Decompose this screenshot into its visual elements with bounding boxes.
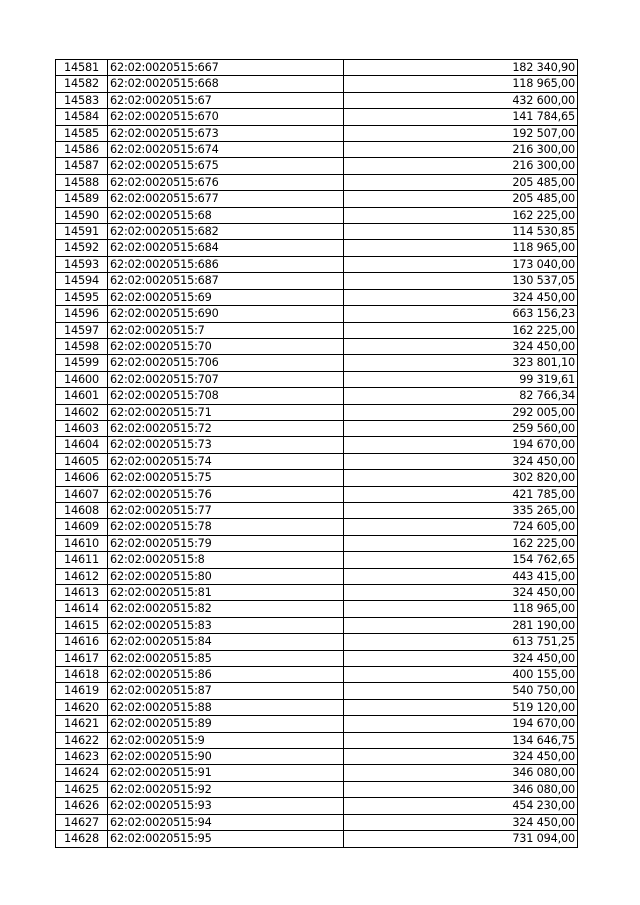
table-row xyxy=(56,699,578,715)
cadastral-number-cell: 62:02:0020515:67 xyxy=(108,92,344,108)
cadastral-number-cell: 62:02:0020515:92 xyxy=(108,781,344,797)
row-number-cell: 14590 xyxy=(56,207,108,223)
amount-cell: 162 225,00 xyxy=(344,535,578,551)
amount-cell: 182 340,90 xyxy=(344,60,578,76)
amount-cell: 192 507,00 xyxy=(344,125,578,141)
row-number-cell: 14616 xyxy=(56,634,108,650)
table-row xyxy=(56,486,578,502)
table-row xyxy=(56,240,578,256)
amount-cell: 519 120,00 xyxy=(344,699,578,715)
cadastral-number-cell: 62:02:0020515:68 xyxy=(108,207,344,223)
amount-cell: 205 485,00 xyxy=(344,174,578,190)
amount-cell: 130 537,05 xyxy=(344,273,578,289)
cadastral-number-cell: 62:02:0020515:675 xyxy=(108,158,344,174)
cadastral-number-cell: 62:02:0020515:74 xyxy=(108,453,344,469)
cadastral-number-cell: 62:02:0020515:676 xyxy=(108,174,344,190)
cadastral-number-cell: 62:02:0020515:94 xyxy=(108,814,344,830)
amount-cell: 216 300,00 xyxy=(344,142,578,158)
cadastral-number-cell: 62:02:0020515:86 xyxy=(108,667,344,683)
amount-cell: 194 670,00 xyxy=(344,716,578,732)
cadastral-number-cell: 62:02:0020515:684 xyxy=(108,240,344,256)
table-row xyxy=(56,306,578,322)
table-row xyxy=(56,667,578,683)
table-row xyxy=(56,355,578,371)
row-number-cell: 14628 xyxy=(56,831,108,847)
table-row xyxy=(56,76,578,92)
cadastral-number-cell: 62:02:0020515:81 xyxy=(108,585,344,601)
amount-cell: 613 751,25 xyxy=(344,634,578,650)
row-number-cell: 14607 xyxy=(56,486,108,502)
row-number-cell: 14617 xyxy=(56,650,108,666)
amount-cell: 281 190,00 xyxy=(344,617,578,633)
cadastral-number-cell: 62:02:0020515:706 xyxy=(108,355,344,371)
table-row xyxy=(56,634,578,650)
table-row xyxy=(56,535,578,551)
amount-cell: 162 225,00 xyxy=(344,322,578,338)
table-row xyxy=(56,207,578,223)
table-row xyxy=(56,388,578,404)
cadastral-number-cell: 62:02:0020515:670 xyxy=(108,109,344,125)
row-number-cell: 14582 xyxy=(56,76,108,92)
table-row xyxy=(56,585,578,601)
row-number-cell: 14594 xyxy=(56,273,108,289)
amount-cell: 731 094,00 xyxy=(344,831,578,847)
cadastral-number-cell: 62:02:0020515:72 xyxy=(108,420,344,436)
table-row xyxy=(56,289,578,305)
row-number-cell: 14601 xyxy=(56,388,108,404)
data-table xyxy=(55,59,578,848)
amount-cell: 154 762,65 xyxy=(344,552,578,568)
amount-cell: 292 005,00 xyxy=(344,404,578,420)
table-row xyxy=(56,256,578,272)
cadastral-number-cell: 62:02:0020515:70 xyxy=(108,338,344,354)
cadastral-number-cell: 62:02:0020515:90 xyxy=(108,749,344,765)
row-number-cell: 14581 xyxy=(56,60,108,76)
row-number-cell: 14608 xyxy=(56,502,108,518)
cadastral-number-cell: 62:02:0020515:707 xyxy=(108,371,344,387)
cadastral-number-cell: 62:02:0020515:77 xyxy=(108,502,344,518)
row-number-cell: 14591 xyxy=(56,224,108,240)
row-number-cell: 14586 xyxy=(56,142,108,158)
cadastral-number-cell: 62:02:0020515:673 xyxy=(108,125,344,141)
amount-cell: 173 040,00 xyxy=(344,256,578,272)
amount-cell: 324 450,00 xyxy=(344,650,578,666)
row-number-cell: 14610 xyxy=(56,535,108,551)
cadastral-number-cell: 62:02:0020515:82 xyxy=(108,601,344,617)
row-number-cell: 14597 xyxy=(56,322,108,338)
amount-cell: 323 801,10 xyxy=(344,355,578,371)
cadastral-number-cell: 62:02:0020515:8 xyxy=(108,552,344,568)
row-number-cell: 14623 xyxy=(56,749,108,765)
table-row xyxy=(56,437,578,453)
cadastral-number-cell: 62:02:0020515:88 xyxy=(108,699,344,715)
row-number-cell: 14620 xyxy=(56,699,108,715)
table-row xyxy=(56,322,578,338)
cadastral-number-cell: 62:02:0020515:674 xyxy=(108,142,344,158)
table-row xyxy=(56,617,578,633)
amount-cell: 118 965,00 xyxy=(344,76,578,92)
row-number-cell: 14613 xyxy=(56,585,108,601)
cadastral-number-cell: 62:02:0020515:708 xyxy=(108,388,344,404)
table-row xyxy=(56,109,578,125)
table-row xyxy=(56,568,578,584)
cadastral-number-cell: 62:02:0020515:682 xyxy=(108,224,344,240)
row-number-cell: 14596 xyxy=(56,306,108,322)
cadastral-number-cell: 62:02:0020515:667 xyxy=(108,60,344,76)
cadastral-number-cell: 62:02:0020515:89 xyxy=(108,716,344,732)
row-number-cell: 14626 xyxy=(56,798,108,814)
table-row xyxy=(56,453,578,469)
cadastral-number-cell: 62:02:0020515:686 xyxy=(108,256,344,272)
table-row xyxy=(56,814,578,830)
amount-cell: 346 080,00 xyxy=(344,765,578,781)
cadastral-number-cell: 62:02:0020515:690 xyxy=(108,306,344,322)
amount-cell: 118 965,00 xyxy=(344,601,578,617)
row-number-cell: 14603 xyxy=(56,420,108,436)
row-number-cell: 14593 xyxy=(56,256,108,272)
row-number-cell: 14606 xyxy=(56,470,108,486)
amount-cell: 663 156,23 xyxy=(344,306,578,322)
row-number-cell: 14592 xyxy=(56,240,108,256)
amount-cell: 400 155,00 xyxy=(344,667,578,683)
cadastral-number-cell: 62:02:0020515:7 xyxy=(108,322,344,338)
cadastral-number-cell: 62:02:0020515:78 xyxy=(108,519,344,535)
cadastral-number-cell: 62:02:0020515:85 xyxy=(108,650,344,666)
table-row xyxy=(56,732,578,748)
amount-cell: 540 750,00 xyxy=(344,683,578,699)
table-row xyxy=(56,174,578,190)
cadastral-number-cell: 62:02:0020515:79 xyxy=(108,535,344,551)
table-row xyxy=(56,92,578,108)
amount-cell: 454 230,00 xyxy=(344,798,578,814)
table-row xyxy=(56,125,578,141)
amount-cell: 82 766,34 xyxy=(344,388,578,404)
row-number-cell: 14598 xyxy=(56,338,108,354)
row-number-cell: 14619 xyxy=(56,683,108,699)
amount-cell: 141 784,65 xyxy=(344,109,578,125)
amount-cell: 162 225,00 xyxy=(344,207,578,223)
amount-cell: 346 080,00 xyxy=(344,781,578,797)
amount-cell: 205 485,00 xyxy=(344,191,578,207)
amount-cell: 134 646,75 xyxy=(344,732,578,748)
table-row xyxy=(56,371,578,387)
table-row xyxy=(56,552,578,568)
amount-cell: 724 605,00 xyxy=(344,519,578,535)
table-row xyxy=(56,404,578,420)
table-row xyxy=(56,224,578,240)
table-row xyxy=(56,273,578,289)
row-number-cell: 14622 xyxy=(56,732,108,748)
cadastral-number-cell: 62:02:0020515:80 xyxy=(108,568,344,584)
table-row xyxy=(56,420,578,436)
row-number-cell: 14624 xyxy=(56,765,108,781)
cadastral-number-cell: 62:02:0020515:668 xyxy=(108,76,344,92)
cadastral-number-cell: 62:02:0020515:91 xyxy=(108,765,344,781)
amount-cell: 324 450,00 xyxy=(344,585,578,601)
amount-cell: 194 670,00 xyxy=(344,437,578,453)
table-row xyxy=(56,716,578,732)
amount-cell: 335 265,00 xyxy=(344,502,578,518)
table-row xyxy=(56,60,578,76)
amount-cell: 324 450,00 xyxy=(344,289,578,305)
cadastral-number-cell: 62:02:0020515:9 xyxy=(108,732,344,748)
row-number-cell: 14589 xyxy=(56,191,108,207)
amount-cell: 324 450,00 xyxy=(344,814,578,830)
row-number-cell: 14585 xyxy=(56,125,108,141)
row-number-cell: 14627 xyxy=(56,814,108,830)
table-row xyxy=(56,831,578,847)
row-number-cell: 14602 xyxy=(56,404,108,420)
cadastral-number-cell: 62:02:0020515:677 xyxy=(108,191,344,207)
table-row xyxy=(56,765,578,781)
amount-cell: 324 450,00 xyxy=(344,338,578,354)
cadastral-number-cell: 62:02:0020515:84 xyxy=(108,634,344,650)
table-row xyxy=(56,158,578,174)
cadastral-number-cell: 62:02:0020515:73 xyxy=(108,437,344,453)
row-number-cell: 14599 xyxy=(56,355,108,371)
row-number-cell: 14625 xyxy=(56,781,108,797)
table-row xyxy=(56,650,578,666)
amount-cell: 118 965,00 xyxy=(344,240,578,256)
row-number-cell: 14587 xyxy=(56,158,108,174)
amount-cell: 302 820,00 xyxy=(344,470,578,486)
cadastral-number-cell: 62:02:0020515:71 xyxy=(108,404,344,420)
amount-cell: 324 450,00 xyxy=(344,453,578,469)
cadastral-number-cell: 62:02:0020515:93 xyxy=(108,798,344,814)
cadastral-number-cell: 62:02:0020515:87 xyxy=(108,683,344,699)
table-row xyxy=(56,470,578,486)
row-number-cell: 14618 xyxy=(56,667,108,683)
row-number-cell: 14604 xyxy=(56,437,108,453)
table-row xyxy=(56,142,578,158)
row-number-cell: 14615 xyxy=(56,617,108,633)
row-number-cell: 14584 xyxy=(56,109,108,125)
row-number-cell: 14614 xyxy=(56,601,108,617)
table-row xyxy=(56,683,578,699)
table-row xyxy=(56,338,578,354)
table-row xyxy=(56,519,578,535)
row-number-cell: 14588 xyxy=(56,174,108,190)
table-row xyxy=(56,781,578,797)
row-number-cell: 14609 xyxy=(56,519,108,535)
amount-cell: 324 450,00 xyxy=(344,749,578,765)
amount-cell: 114 530,85 xyxy=(344,224,578,240)
row-number-cell: 14595 xyxy=(56,289,108,305)
cadastral-number-cell: 62:02:0020515:69 xyxy=(108,289,344,305)
table-body xyxy=(56,60,578,848)
table-row xyxy=(56,749,578,765)
row-number-cell: 14583 xyxy=(56,92,108,108)
row-number-cell: 14611 xyxy=(56,552,108,568)
cadastral-number-cell: 62:02:0020515:687 xyxy=(108,273,344,289)
cadastral-number-cell: 62:02:0020515:83 xyxy=(108,617,344,633)
row-number-cell: 14612 xyxy=(56,568,108,584)
table-row xyxy=(56,502,578,518)
amount-cell: 432 600,00 xyxy=(344,92,578,108)
amount-cell: 443 415,00 xyxy=(344,568,578,584)
amount-cell: 421 785,00 xyxy=(344,486,578,502)
amount-cell: 99 319,61 xyxy=(344,371,578,387)
cadastral-number-cell: 62:02:0020515:95 xyxy=(108,831,344,847)
row-number-cell: 14605 xyxy=(56,453,108,469)
table-row xyxy=(56,798,578,814)
row-number-cell: 14621 xyxy=(56,716,108,732)
cadastral-number-cell: 62:02:0020515:76 xyxy=(108,486,344,502)
cadastral-number-cell: 62:02:0020515:75 xyxy=(108,470,344,486)
row-number-cell: 14600 xyxy=(56,371,108,387)
amount-cell: 259 560,00 xyxy=(344,420,578,436)
table-row xyxy=(56,191,578,207)
amount-cell: 216 300,00 xyxy=(344,158,578,174)
table-row xyxy=(56,601,578,617)
